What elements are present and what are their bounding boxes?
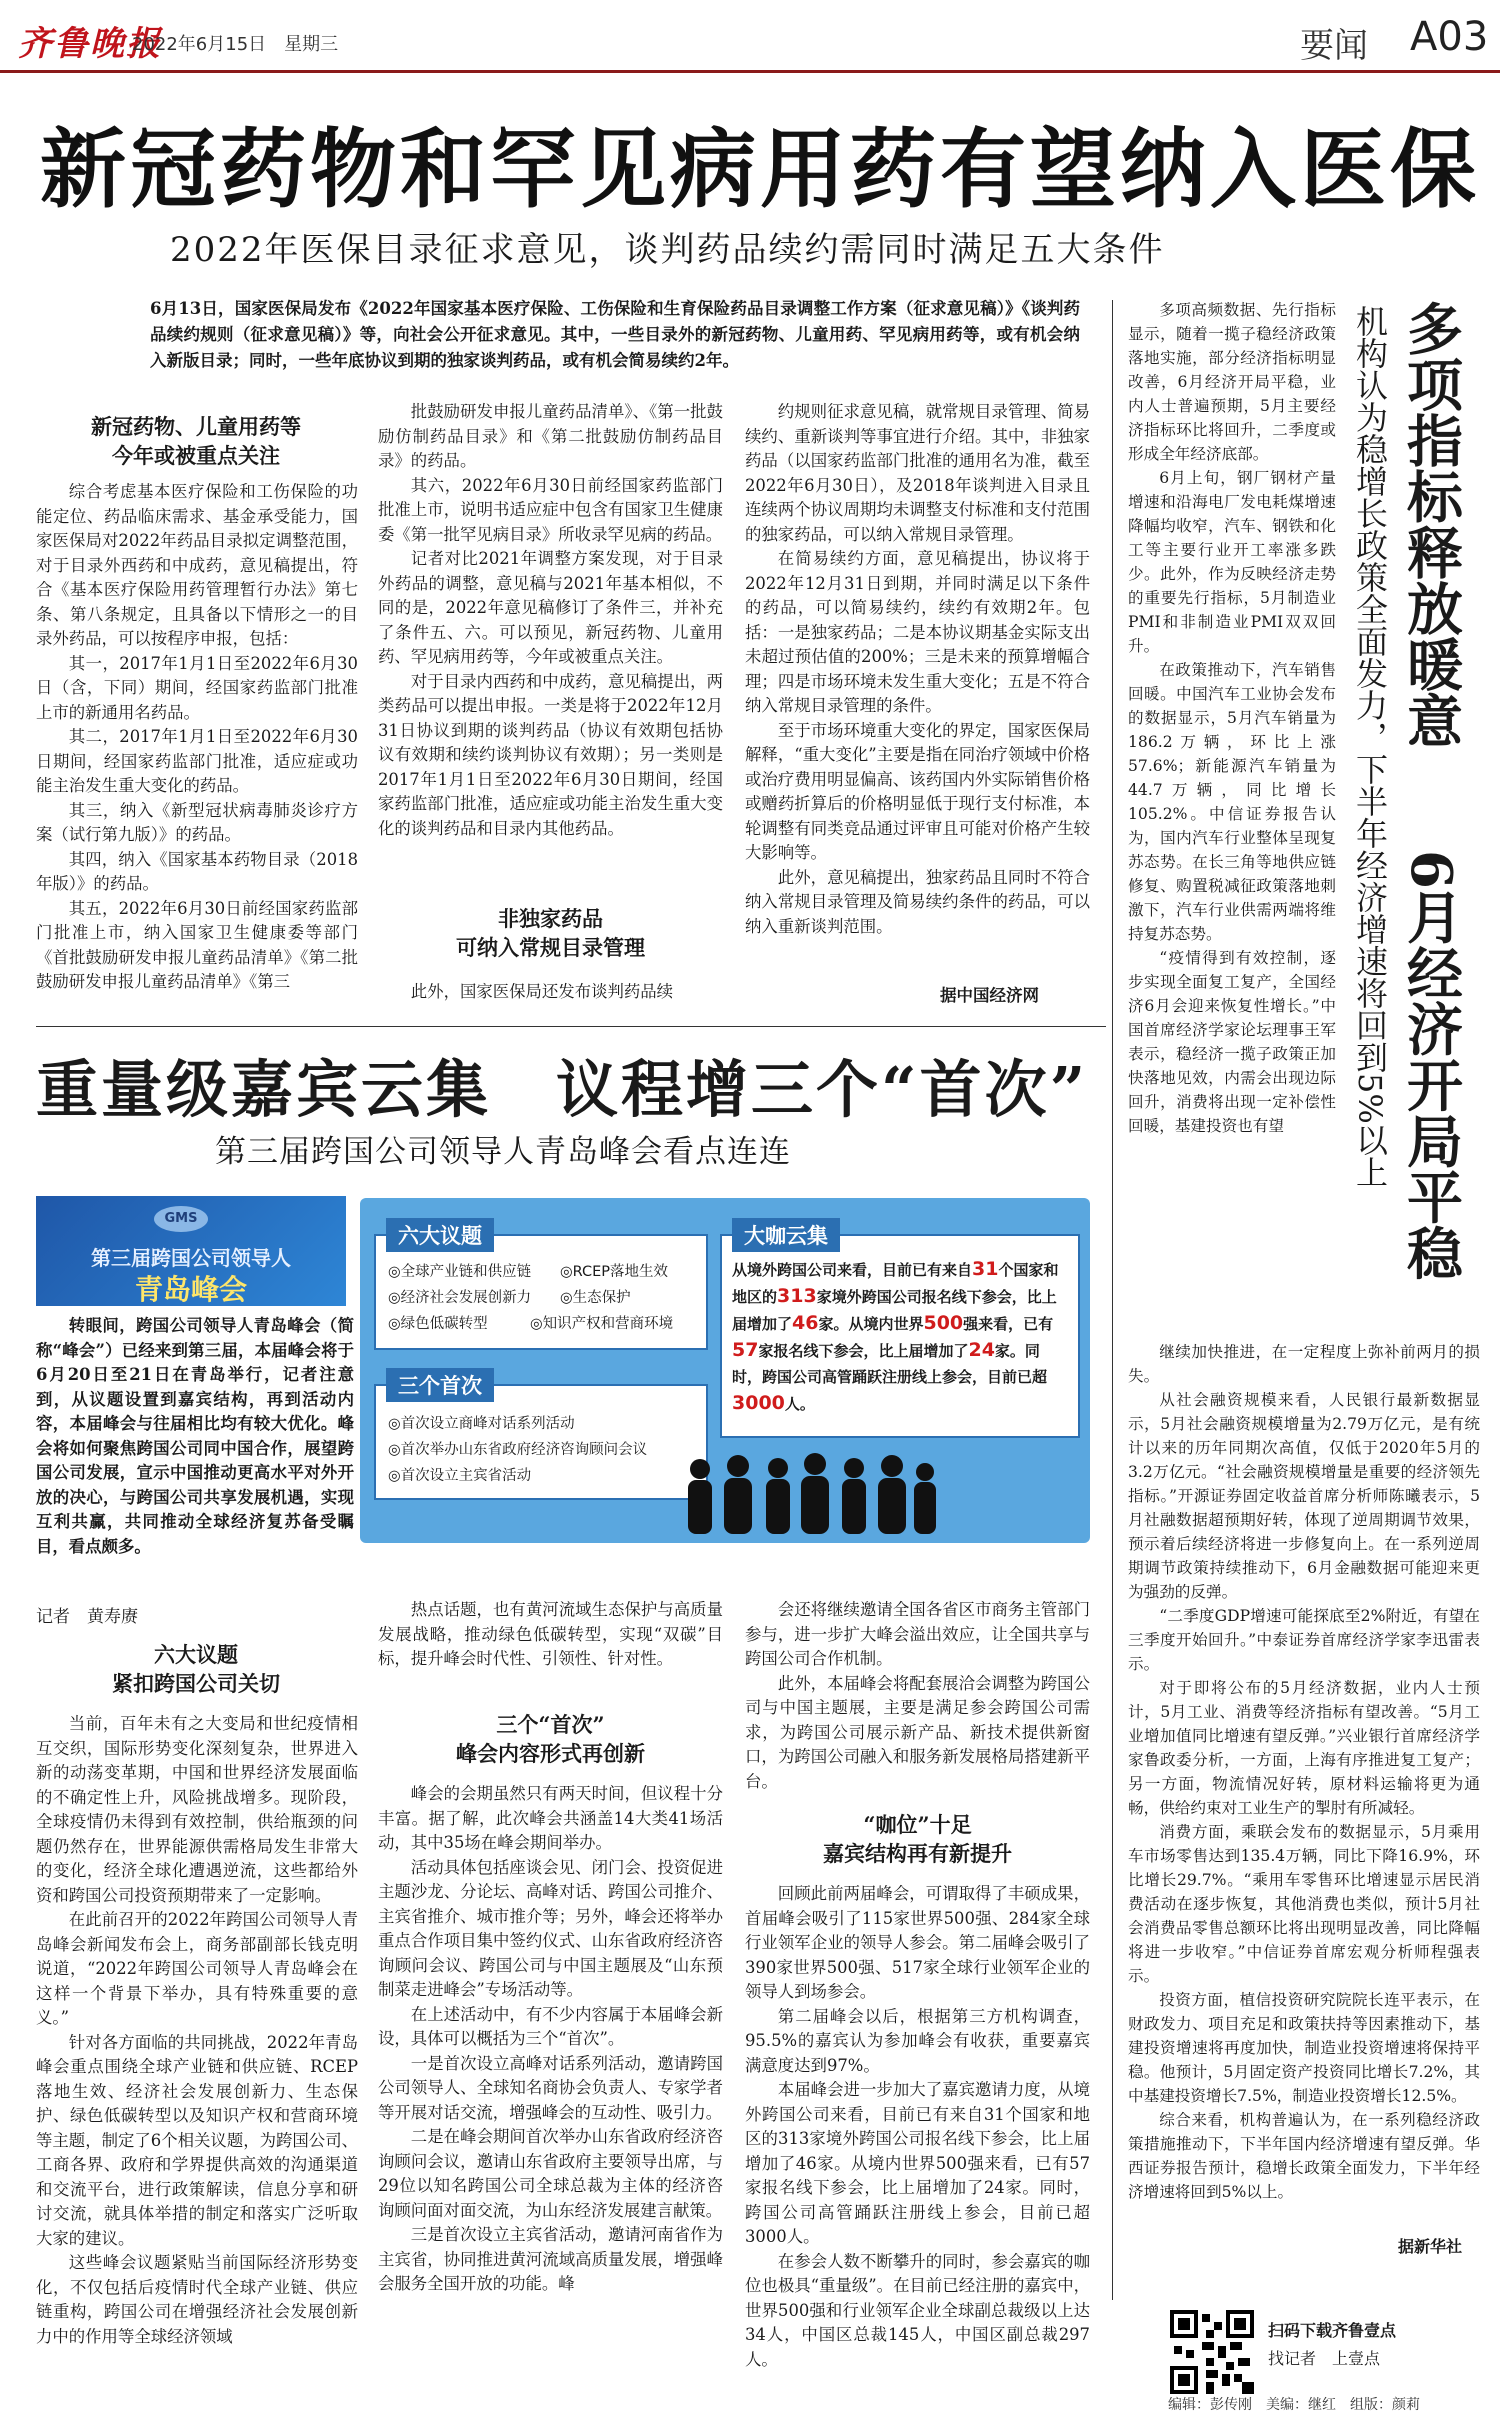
topic-item: ◎经济社会发展创新力: [388, 1290, 532, 1306]
paragraph: 热点话题，也有黄河流域生态保护与高质量发展战略，推动绿色低碳转型，实现“双碳”目标，提升峰会时代性、引领性、针对性。: [378, 1600, 723, 1668]
article1-column-2: [378, 400, 723, 890]
paragraph: 在简易续约方面，意见稿提出，协议将于2022年12月31日到期，并同时满足以下条件的药品，可以简易续约，续约有效期2年。包括：一是独家药品；二是本协议期基金实际支出未超过预估值的200%；三是未来的预算增幅合理；四是市场环境未发生重大变化；五是不符合纳入常规目录管理的条件。: [745, 549, 1090, 715]
divider: [1112, 300, 1113, 2300]
article3-source: 据新华社: [1398, 2237, 1463, 2256]
guests-tag: 大咖云集: [732, 1218, 840, 1252]
article1-headline: 新冠药物和罕见病用药有望纳入医保: [40, 119, 1480, 220]
summit-banner: [36, 1196, 346, 1306]
paragraph: 会还将继续邀请全国各省区市商务主管部门参与，进一步扩大峰会溢出效应，让全国共享与跨国公司合作机制。: [745, 1600, 1090, 1668]
paragraph: 综合来看，机构普遍认为，在一系列稳经济政策措施推动下，下半年国内经济增速有望反弹。华西证券报告预计，稳增长政策全面发力，下半年经济增速将回到5%以上。: [1128, 2111, 1480, 2201]
article1-subhead-2: 非独家药品 可纳入常规目录管理: [456, 906, 645, 960]
paragraph: 继续加快推进，在一定程度上弥补前两月的损失。: [1128, 1343, 1480, 1385]
paragraph: 其四，纳入《国家基本药物目录（2018年版）》的药品。: [36, 849, 358, 893]
paragraph: 多项高频数据、先行指标显示，随着一揽子稳经济政策落地实施，部分经济指标明显改善，6月经济开局平稳，业内人士普遍预期，5月主要经济指标环比将回升，二季度或形成全年经济底部。: [1128, 301, 1336, 463]
paragraph: “二季度GDP增速可能探底至2%附近，有望在三季度开始回升。”中泰证券首席经济学家李迅雷表示。: [1128, 1607, 1480, 1673]
article1-lead: 6月13日，国家医保局发布《2022年国家基本医疗保险、工伤保险和生育保险药品目录调整工作方案（征求意见稿）》《谈判药品续约规则（征求意见稿）》等，向社会公开征求意见。其中，一些目录外的新冠药物、儿童用药、罕见病用药等，或有机会纳入新版目录；同时，一些年底协议到期的独家谈判药品，或有机会简易续约2年。: [150, 299, 1080, 370]
article3-headline-2: 6月经济开局平稳: [1398, 850, 1464, 1281]
article3-column-wide: [1128, 1340, 1480, 2232]
paragraph: “疫情得到有效控制，逐步实现全面复工复产，全国经济6月会迎来恢复性增长。”中国首席经济学家论坛理事王军表示，稳经济一揽子政策正加快落地见效，内需会出现边际回升，消费将出现一定补偿性回暖，基建投资也有望: [1128, 949, 1336, 1135]
topic-item: ◎RCEP落地生效: [560, 1264, 669, 1280]
article2-subhead-2: 三个“首次” 峰会内容形式再创新: [456, 1712, 645, 1766]
paragraph: 一是首次设立高峰对话系列活动，邀请跨国公司领导人、全球知名商协会负责人、专家学者等开展对话交流，增强峰会的互动性、吸引力。: [378, 2053, 723, 2122]
editor-credits: 编辑：彭传刚 美编：继红 组版：颜莉: [1168, 2397, 1420, 2413]
paragraph: 至于市场环境重大变化的界定，国家医保局解释，“重大变化”主要是指在同治疗领域中价格或治疗费用明显偏高、该药国内外实际销售价格或赠药折算后的价格明显低于现行支付标准，本轮调整有同类竞品通过评审且可能对价格产生较大影响等。: [745, 720, 1090, 862]
divider: [36, 1026, 1106, 1027]
paragraph: 从社会融资规模来看，人民银行最新数据显示，5月社会融资规模增量为2.79万亿元，是有统计以来的历年同期次高值，仅低于2020年5月的3.2万亿元。“社会融资规模增量是重要的经济领先指标。”开源证券固定收益首席分析师陈曦表示，5月社融数据超预期好转，体现了逆周期调节效果，预示着后续经济将进一步修复向上。在一系列逆周期调节政策持续推动下，6月金融数据可能迎来更为强劲的反弹。: [1128, 1391, 1480, 1601]
article2-headline: 重量级嘉宾云集 议程增三个“首次”: [36, 1053, 1089, 1126]
paragraph: 在参会人数不断攀升的同时，参会嘉宾的咖位也极具“重量级”。在目前已经注册的嘉宾中，世界500强和行业领军企业全球副总裁级以上达34人，中国区总裁145人，中国区副总裁297人。: [745, 2251, 1090, 2369]
paragraph: 二是在峰会期间首次举办山东省政府经济咨询顾问会议，邀请山东省政府主要领导出席，与29位以知名跨国公司全球总裁为主体的经济咨询顾问面对面交流，为山东经济发展建言献策。: [378, 2127, 723, 2220]
issue-date: 2022年6月15日 星期三: [132, 34, 339, 55]
paragraph: 对于即将公布的5月经济数据，业内人士预计，5月工业、消费等经济指标有望改善。“5月工业增加值同比增速有望反弹。”兴业银行首席经济学家鲁政委分析，一方面，上海有序推进复工复产；另一方面，物流情况好转，原材料运输将更为通畅，供给约束对工业生产的掣肘有所减轻。: [1128, 1679, 1480, 1817]
paragraph: 回顾此前两届峰会，可谓取得了丰硕成果，首届峰会吸引了115家世界500强、284家全球行业领军企业的领导人参会。第二届峰会吸引了390家世界500强、517家全球行业领军企业的领导人到场参会。: [745, 1884, 1090, 2001]
article2-subheadline: 第三届跨国公司领导人青岛峰会看点连连: [215, 1134, 791, 1170]
paragraph: 投资方面，植信投资研究院院长连平表示，在财政发力、项目充足和政策扶持等因素推动下，基建投资增速将再度加快，制造业投资增速将保持平稳。他预计，5月固定资产投资同比增长7.2%，其中基建投资增长7.5%，制造业投资增长12.5%。: [1128, 1991, 1480, 2105]
paragraph: 三是首次设立主宾省活动，邀请河南省作为主宾省，协同推进黄河流域高质量发展，增强峰会服务全国开放的功能。峰: [378, 2225, 723, 2293]
firsts-tag: 三个首次: [386, 1368, 494, 1402]
article1-subhead-1: 新冠药物、儿童用药等 今年或被重点关注: [91, 414, 301, 468]
paragraph: 这些峰会议题紧贴当前国际经济形势变化，不仅包括后疫情时代全球产业链、供应链重构，跨国公司在增强经济社会发展创新力中的作用等全球经济领域: [36, 2253, 358, 2346]
qr-caption-2: 找记者 上壹点: [1268, 2349, 1381, 2368]
paragraph: 本届峰会进一步加大了嘉宾邀请力度，从境外跨国公司来看，目前已有来自31个国家和地区的313家境外跨国公司报名线下参会，比上届增加了46家。从境内世界500强来看，已有57家报名线下参会，比上届增加了24家。同时，跨国公司高管踊跃注册线上参会，目前已超3000人。: [745, 2080, 1090, 2246]
article3-subheadline: 机构认为稳增长政策全面发力，下半年经济增速将回到5%以上: [1351, 305, 1389, 1188]
article2-column-3b: [745, 1882, 1090, 2402]
first-item: ◎首次设立商峰对话系列活动: [388, 1416, 575, 1432]
paragraph: 此外，国家医保局还发布谈判药品续: [410, 982, 674, 1001]
article1-source: 据中国经济网: [940, 986, 1039, 1005]
guests-text: 从境外跨国公司来看，目前已有来自31个国家和地区的313家境外跨国公司报名线下参会，比上届增加了46家。从境内世界500强来看，已有57家报名线下参会，比上届增加了24家。同时，跨国公司高管踊跃注册线上参会，目前已超3000人。: [732, 1258, 1059, 1414]
article2-byline: 记者 黄寿赓: [36, 1607, 138, 1627]
topics-tag: 六大议题: [386, 1218, 494, 1252]
paragraph: 峰会的会期虽然只有两天时间，但议程十分丰富。据了解，此次峰会共涵盖14大类41场活动，其中35场在峰会期间举办。: [378, 1784, 723, 1852]
article3-column-narrow: [1128, 298, 1336, 1338]
paragraph: 其三，纳入《新型冠状病毒肺炎诊疗方案（试行第九版）》的药品。: [36, 800, 358, 844]
section-name: 要闻: [1300, 26, 1368, 66]
paragraph: 其一，2017年1月1日至2022年6月30日（含，下同）期间，经国家药监部门批准上市的新通用名药品。: [36, 653, 358, 722]
gms-logo: GMS: [154, 1206, 208, 1232]
article1-column-2-tail: [378, 980, 723, 1008]
paragraph: 针对各方面临的共同挑战，2022年青岛峰会重点围绕全球产业链和供应链、RCEP落地生效、经济社会发展创新力、生态保护、绿色低碳转型以及知识产权和营商环境等主题，制定了6个相关议题，为跨国公司、工商各界、政府和学界提供高效的沟通渠道和交流平台，进行政策解读，信息分享和研讨交流，就具体举措的制定和落实广泛听取大家的建议。: [36, 2032, 358, 2248]
article1-column-1: [36, 480, 358, 1015]
paragraph: 活动具体包括座谈会见、闭门会、投资促进主题沙龙、分论坛、高峰对话、跨国公司推介、主宾省推介、城市推介等；另外，峰会还将举办重点合作项目集中签约仪式、山东省政府经济咨询顾问会议、跨国公司与中国主题展及“山东预制菜走进峰会”专场活动等。: [378, 1857, 723, 1999]
article2-column-3a: [745, 1598, 1090, 1793]
article1-column-3: [745, 400, 1090, 970]
topic-item: ◎知识产权和营商环境: [530, 1316, 674, 1332]
paragraph: 其六，2022年6月30日前经国家药监部门批准上市，说明书适应症中包含有国家卫生健康委《第一批罕见病目录》所收录罕见病的药品。: [378, 475, 723, 544]
article2-subhead-3: “咖位”十足 嘉宾结构再有新提升: [823, 1812, 1012, 1866]
article1-subheadline: 2022年医保目录征求意见，谈判药品续约需同时满足五大条件: [170, 230, 1165, 270]
qr-caption-1: 扫码下载齐鲁壹点: [1268, 2321, 1397, 2340]
article2-intro: [36, 1314, 354, 1594]
summit-infographic: [360, 1198, 1090, 1543]
banner-line-2: 青岛峰会: [134, 1273, 247, 1306]
paragraph: 在此前召开的2022年跨国公司领导人青岛峰会新闻发布会上，商务部副部长钱克明说道，“2022年跨国公司领导人青岛峰会在这样一个背景下举办，具有特殊重要的意义。”: [36, 1910, 358, 2027]
paragraph: 综合考虑基本医疗保险和工伤保险的功能定位、药品临床需求、基金承受能力，国家医保局对2022年药品目录拟定调整范围，对于目录外西药和中成药，意见稿提出，符合《基本医疗保险用药管理暂行办法》第七条、第八条规定，且具备以下情形之一的目录外药品，可以按程序申报，包括：: [36, 482, 358, 648]
paragraph: 其五，2022年6月30日前经国家药监部门批准上市，纳入国家卫生健康委等部门《首批鼓励研发申报儿童药品清单》《第二批鼓励研发申报儿童药品清单》《第三: [36, 898, 358, 991]
paragraph: 记者对比2021年调整方案发现，对于目录外药品的调整，意见稿与2021年基本相似，不同的是，2022年意见稿修订了条件三，并补充了条件五、六。可以预见，新冠药物、儿童用药、罕见病用药等，今年或被重点关注。: [378, 549, 723, 666]
newspaper-logo: 齐鲁晚报: [18, 24, 162, 64]
paragraph: 对于目录内西药和中成药，意见稿提出，两类药品可以提出申报。一类是将于2022年12月31日协议到期的谈判药品（协议有效期包括协议有效期和续约谈判协议有效期）；另一类则是2017年1月1日至2022年6月30日期间，经国家药监部门批准，适应症或功能主治发生重大变化的谈判药品和目录内其他药品。: [378, 671, 723, 838]
article2-column-2b: [378, 1782, 723, 2402]
paragraph: 转眼间，跨国公司领导人青岛峰会（简称“峰会”）已经来到第三届，本届峰会将于6月20日至21日在青岛举行，记者注意到，从议题设置到嘉宾结构，再到活动内容，本届峰会与往届相比均有较大优化。峰会将如何聚焦跨国公司同中国合作，展望跨国公司发展，宣示中国推动更高水平对外开放的决心，与跨国公司共享发展机遇，实现互利共赢，共同推动全球经济复苏备受瞩目，看点颇多。: [36, 1316, 354, 1556]
qr-code-icon[interactable]: [1170, 2310, 1254, 2394]
paragraph: 批鼓励研发申报儿童药品清单》、《第一批鼓励仿制药品目录》和《第二批鼓励仿制药品目录》的药品。: [378, 402, 723, 470]
article2-column-1: [36, 1712, 358, 2402]
paragraph: 当前，百年未有之大变局和世纪疫情相互交织，国际形势变化深刻复杂，世界进入新的动荡变革期，中国和世界经济发展面临的不确定性上升，风险挑战增多。现阶段，全球疫情仍未得到有效控制，供给瓶颈的问题仍然存在，世界能源供需格局发生非常大的变化，经济全球化遭遇逆流，这些都给外资和跨国公司投资预期带来了一定影响。: [36, 1714, 358, 1905]
article3-headline-1: 多项指标释放暖意: [1398, 300, 1464, 748]
people-silhouettes-icon: [670, 1444, 940, 1534]
paragraph: 其二，2017年1月1日至2022年6月30日期间，经国家药监部门批准，适应症或功能主治发生重大变化的药品。: [36, 727, 358, 795]
first-item: ◎首次设立主宾省活动: [388, 1468, 532, 1484]
paragraph: 6月上旬，钢厂钢材产量增速和沿海电厂发电耗煤增速降幅均收窄，汽车、钢铁和化工等主要行业开工率涨多跌少。此外，作为反映经济走势的重要先行指标，5月制造业PMI和非制造业PMI双双回升。: [1128, 469, 1336, 655]
paragraph: 在上述活动中，有不少内容属于本届峰会新设，具体可以概括为三个“首次”。: [378, 2004, 723, 2048]
topic-item: ◎绿色低碳转型: [388, 1316, 488, 1332]
topic-item: ◎全球产业链和供应链: [388, 1264, 532, 1280]
article2-column-2a: [378, 1598, 723, 1698]
paragraph: 消费方面，乘联会发布的数据显示，5月乘用车市场零售达到135.4万辆，同比下降16.9%，环比增长29.7%。“乘用车零售环比增速显示居民消费活动在逐步恢复，其他消费也类似，预计5月社会消费品零售总额环比将出现明显改善，同比降幅将进一步收窄。”中信证券首席宏观分析师程强表示。: [1128, 1823, 1480, 1985]
paragraph: 第二届峰会以后，根据第三方机构调查，95.5%的嘉宾认为参加峰会有收获，重要嘉宾满意度达到97%。: [745, 2006, 1090, 2075]
paragraph: 此外，意见稿提出，独家药品且同时不符合纳入常规目录管理及简易续约条件的药品，可以纳入重新谈判范围。: [745, 867, 1090, 936]
first-item: ◎首次举办山东省政府经济咨询顾问会议: [388, 1442, 648, 1458]
paragraph: 约规则征求意见稿，就常规目录管理、简易续约、重新谈判等事宜进行介绍。其中，非独家药品（以国家药监部门批准的通用名为准，截至2022年6月30日），及2018年谈判进入目录且连续两个协议周期均未调整支付标准和支付范围的独家药品，可以纳入常规目录管理。: [745, 402, 1090, 544]
paragraph: 此外，本届峰会将配套展洽会调整为跨国公司与中国主题展，主要是满足参会跨国公司需求，为跨国公司展示新产品、新技术提供新窗口，为跨国公司融入和服务新发展格局搭建新平台。: [745, 1673, 1090, 1791]
banner-line-1: 第三届跨国公司领导人: [91, 1246, 291, 1270]
article2-subhead-1: 六大议题 紧扣跨国公司关切: [112, 1642, 280, 1696]
page-number: A03: [1410, 14, 1489, 60]
topic-item: ◎生态保护: [560, 1290, 631, 1306]
paragraph: 在政策推动下，汽车销售回暖。中国汽车工业协会发布的数据显示，5月汽车销量为186.2万辆，环比上涨57.6%；新能源汽车销量为44.7万辆，同比增长105.2%。中信证券报告认为，国内汽车行业整体呈现复苏态势。在长三角等地供应链修复、购置税减征政策落地刺激下，汽车行业供需两端将维持复苏态势。: [1128, 661, 1336, 943]
